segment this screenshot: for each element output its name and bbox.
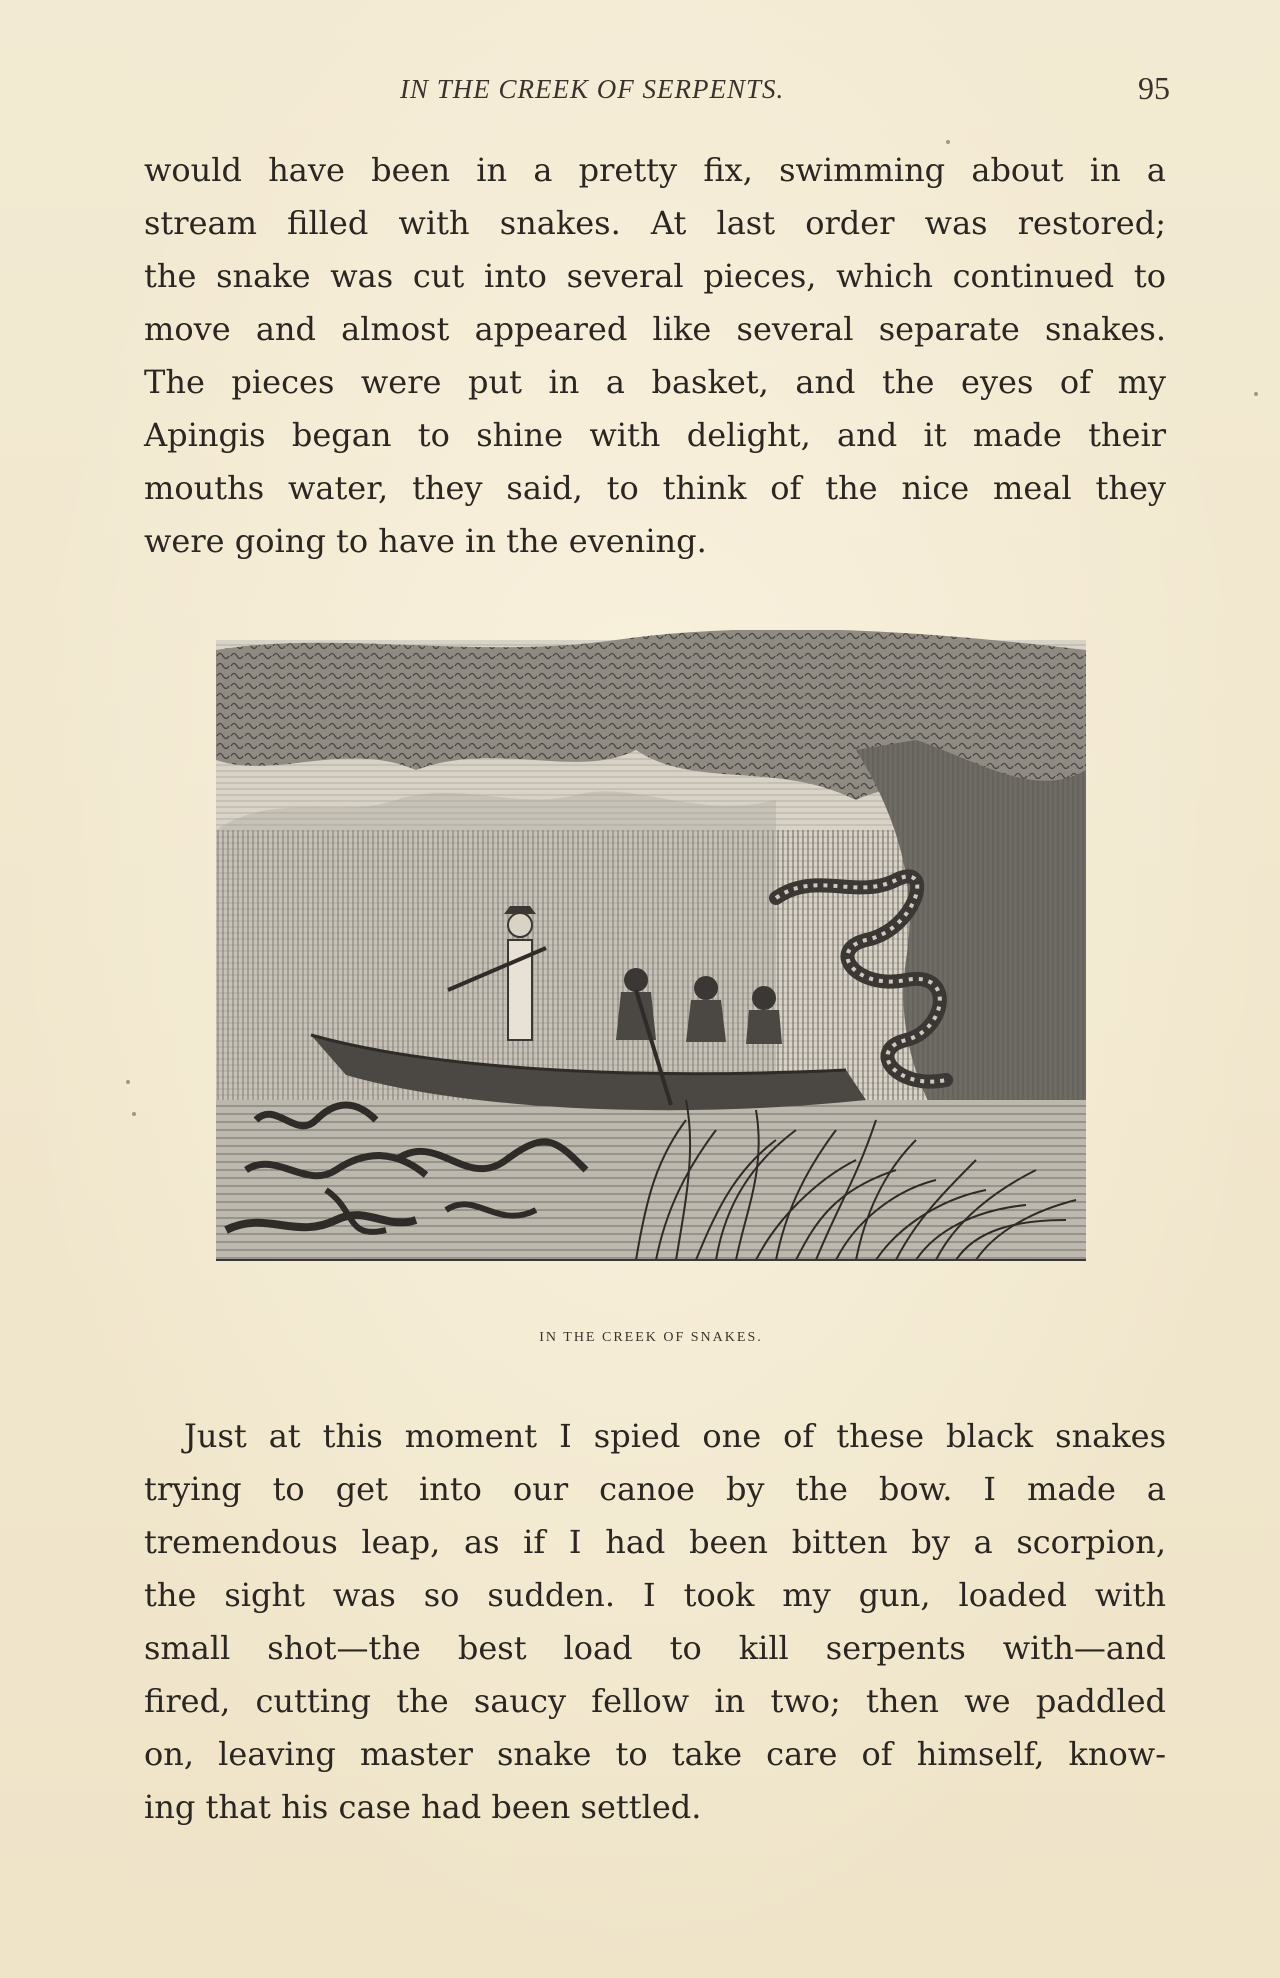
text-line: tremendous leap, as if I had been bitten by a scorpion, <box>144 1523 1166 1561</box>
text-line: The pieces were put in a basket, and the eyes of my <box>144 363 1166 401</box>
text-line: fired, cutting the saucy fellow in two; then we paddled <box>144 1682 1166 1720</box>
paragraph-2 <box>144 1410 1166 1834</box>
running-title: IN THE CREEK OF SERPENTS. <box>400 74 785 104</box>
text-line: Apingis began to shine with delight, and it made their <box>144 416 1166 454</box>
text-line: the sight was so sudden. I took my gun, loaded with <box>144 1576 1166 1614</box>
paper-speck <box>126 1080 130 1084</box>
engraving-illustration <box>216 630 1086 1320</box>
text-line: ing that his case had been settled. <box>144 1788 702 1826</box>
running-head <box>140 70 1170 114</box>
text-line: small shot—the best load to kill serpents with—and <box>144 1629 1166 1667</box>
paper-speck <box>132 1112 136 1116</box>
engraving-figure <box>216 630 1086 1345</box>
paper-speck <box>1254 392 1258 396</box>
text-line: Just at this moment I spied one of these black snakes <box>184 1417 1166 1455</box>
text-line: on, leaving master snake to take care of himself, know- <box>144 1735 1166 1773</box>
text-line: stream filled with snakes. At last order was restored; <box>144 204 1166 242</box>
text-line: were going to have in the evening. <box>144 522 707 560</box>
page-number: 95 <box>1138 70 1170 106</box>
paper-speck <box>946 140 950 144</box>
figure-caption: IN THE CREEK OF SNAKES. <box>539 1330 763 1345</box>
text-line: move and almost appeared like several separate snakes. <box>144 310 1166 348</box>
paragraph-1 <box>144 144 1166 568</box>
text-line: trying to get into our canoe by the bow. I made a <box>144 1470 1166 1508</box>
text-line: mouths water, they said, to think of the nice meal they <box>144 469 1166 507</box>
text-line: the snake was cut into several pieces, which continued to <box>144 257 1166 295</box>
text-line: would have been in a pretty fix, swimming about in a <box>144 151 1166 189</box>
